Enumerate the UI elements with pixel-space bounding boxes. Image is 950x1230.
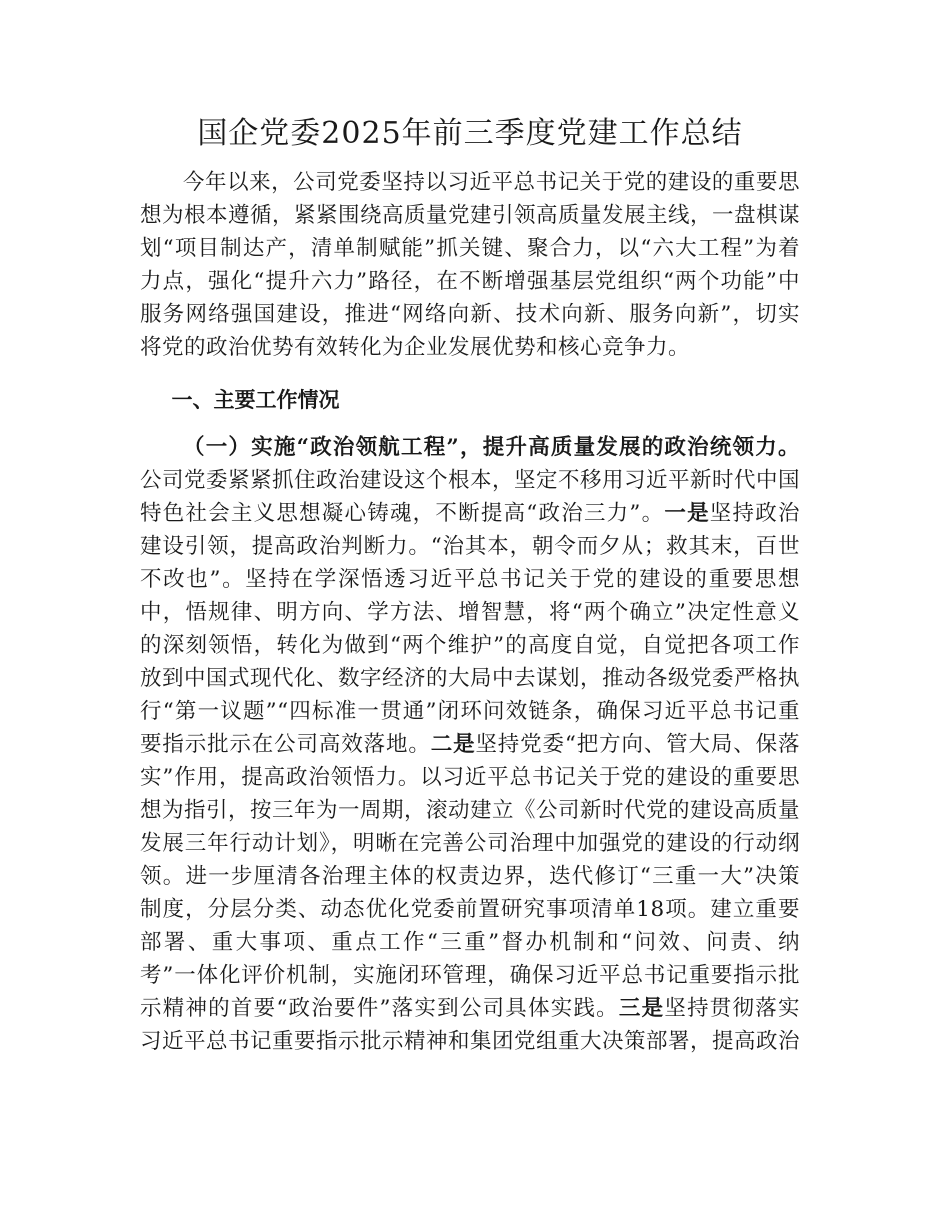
point-text-1: 坚持政治建设引领，提高政治判断力。“治其本，朝令而夕从；救其末，百世不改也”。坚持在学深悟透习近平总书记关于党的建设的重要思想中，悟规律、明方向、学方法、增智慧，将“两个确立”决定性意义的深刻领悟，转化为做到“两个维护”的高度自觉，自觉把各项工作放到中国式现代化、数字经济的大局中去谋划，推动各级党委严格执行“第一议题”“四标准一贯通”闭环问效链条，确保习近平总书记重要指示批示在公司高效落地。	[140, 501, 801, 757]
section-heading: 一、主要工作情况	[171, 388, 340, 412]
document-title: 国企党委2025年前三季度党建工作总结	[197, 116, 743, 151]
point-text-3: 坚持贯彻落实习近平总书记重要指示批示精神和集团党组重大决策部署，提高政治	[140, 996, 801, 1054]
subsection-paragraph	[140, 431, 800, 1058]
subsection-heading: （一）实施“政治领航工程”，提升高质量发展的政治统领力。	[183, 435, 800, 460]
point-label-1: 一是	[664, 501, 710, 526]
point-text-2: 坚持党委“把方向、管大局、保落实”作用，提高政治领悟力。以习近平总书记关于党的建设的重要思想为指引，按三年为一周期，滚动建立《公司新时代党的建设高质量发展三年行动计划》，明晰在完善公司治理中加强党的建设的行动纲领。进一步厘清各治理主体的权责边界，迭代修订“三重一大”决策制度，分层分类、动态优化党委前置研究事项清单18项。建立重要部署、重大事项、重点工作“三重”督办机制和“问效、问责、纳考”一体化评价机制，实施闭环管理，确保习近平总书记重要指示批示精神的首要“政治要件”落实到公司具体实践。	[140, 732, 801, 1021]
point-label-3: 三是	[618, 996, 665, 1021]
intro-paragraph: 今年以来，公司党委坚持以习近平总书记关于党的建设的重要思想为根本遵循，紧紧围绕高质量党建引领高质量发展主线，一盘棋谋划“项目制达产，清单制赋能”抓关键、聚合力，以“六大工程”为着力点，强化“提升六力”路径，在不断增强基层党组织“两个功能”中服务网络强国建设，推进“网络向新、技术向新、服务向新”，切实将党的政治优势有效转化为企业发展优势和核心竞争力。	[140, 170, 801, 360]
point-label-2: 二是	[430, 732, 476, 757]
subsection-text: 公司党委紧紧抓住政治建设这个根本，坚定不移用习近平新时代中国特色社会主义思想凝心铸魂，不断提高“政治三力”。	[140, 468, 801, 526]
document-body	[140, 112, 800, 1058]
